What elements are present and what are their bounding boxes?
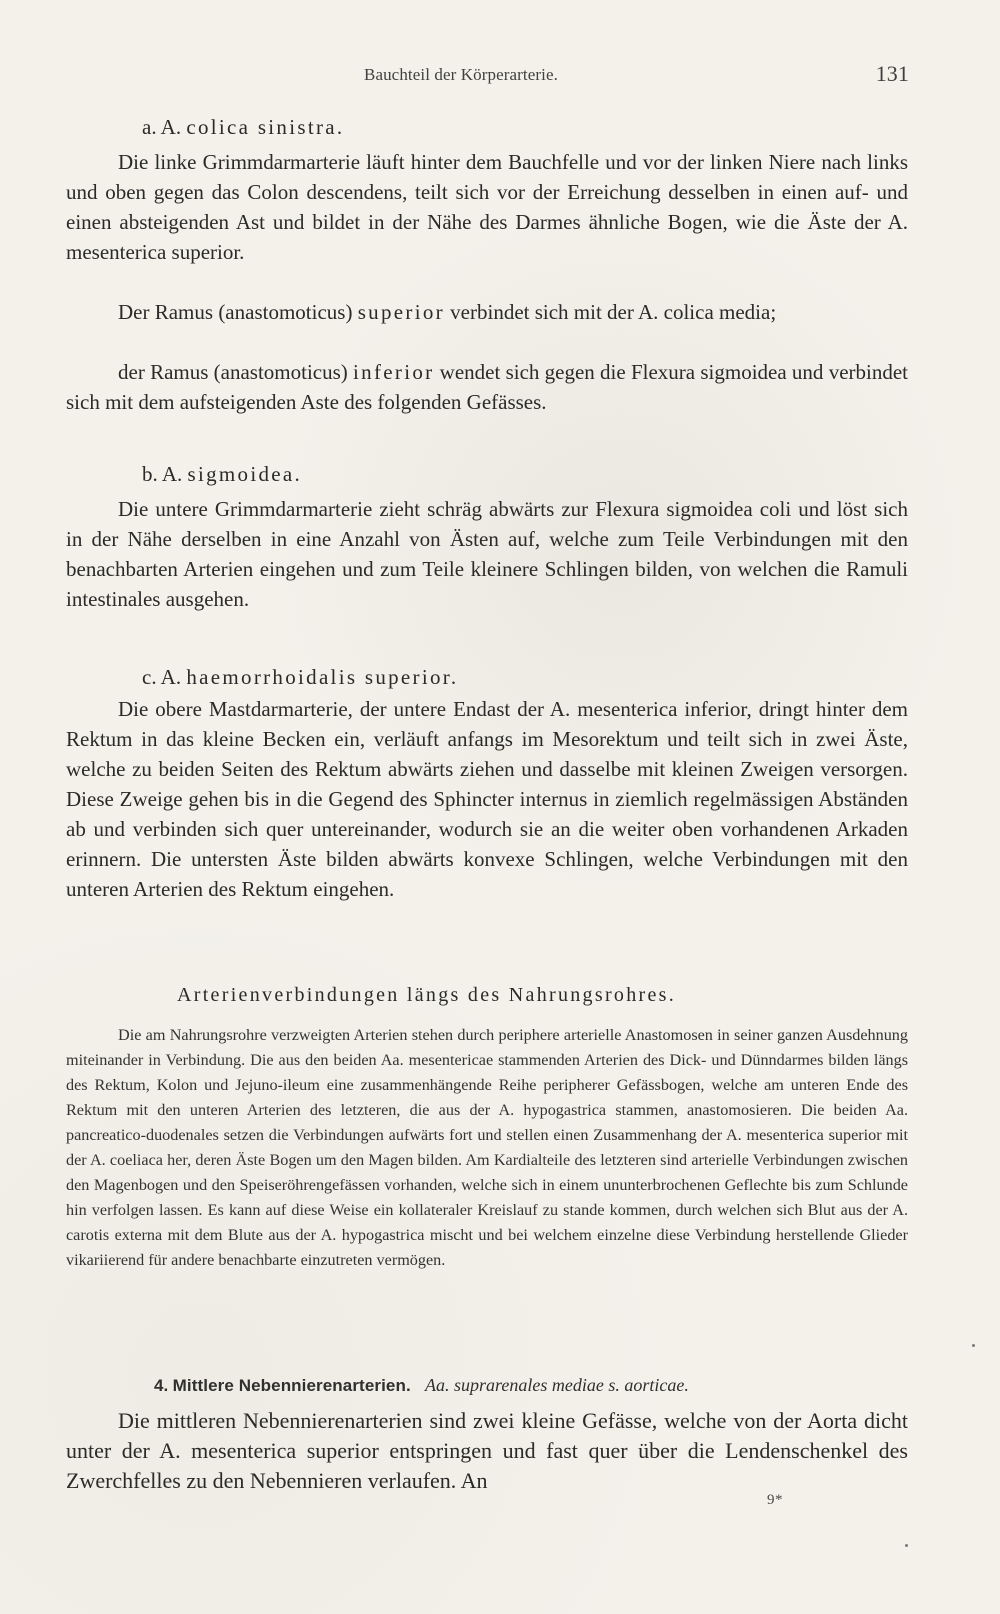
artery-abbrev-b: A. [161,462,183,486]
section-4-number: 4. [154,1376,169,1395]
page-header [364,61,909,91]
artery-name-c: haemorrhoidalis superior. [186,665,459,689]
signature-mark: 9* [767,1492,783,1508]
subsection-heading-b [142,460,302,488]
artery-name-b: sigmoidea. [187,462,303,486]
paragraph-a-3 [66,357,908,417]
artery-name-a: colica sinistra. [186,115,345,139]
running-head: Bauchteil der Körperarterie. [364,65,558,84]
paragraph-c: Die obere Mastdarmarterie, der untere Endast der A. mesenterica inferior, dringt hinter dem Rektum in das kleine Becken ein, verläuft anfangs im Mesorektum und teilt sich in zwei Äste, welche zu beiden Seiten des Rektum abwärts ziehen und dasselbe mit kleinen Zweigen versorgen. Diese Zweige gehen bis in die Gegend des Sphincter internus in ziemlich regelmässigen Abständen ab und verbinden sich quer untereinander, wodurch sie an die weiter oben vorhandenen Arkaden erinnern. Die untersten Äste bilden abwärts konvexe Schlingen, welche Verbindungen mit den unteren Arterien des Rektum eingehen. [66,697,908,901]
paragraph-a-2 [66,297,908,327]
arterial-connections-heading: Arterienverbindungen längs des Nahrungsrohres. [177,984,677,1006]
scan-speck-2 [905,1544,908,1547]
artery-abbrev-a: A. [160,115,182,139]
subsection-label-c: c. [142,665,157,689]
paragraph-a-2-prefix: Der Ramus (anastomoticus) [118,300,358,324]
paragraph-b: Die untere Grimmdarmarterie zieht schräg abwärts zur Flexura sigmoidea coli und löst sich in der Nähe derselben in eine Anzahl von Ästen auf, welche zum Teile Verbindungen mit den benachbarten Arterien eingehen und zum Teile kleinere Schlingen bilden, von welchen die Ramuli intestinales ausgehen. [66,497,908,611]
section-4-paragraph: Die mittleren Nebennierenarterien sind zwei kleine Gefässe, welche von der Aorta dicht unter der A. mesenterica superior entspringen und fast quer über die Lendenschenkel des Zwerchfelles zu den Nebennieren verlaufen. An [66,1408,908,1493]
subsection-heading-a [142,113,344,141]
paragraph-a-2-spaced: superior [357,300,445,324]
subsection-heading-c [142,663,458,691]
paragraph-a-2-suffix: verbindet sich mit der A. colica media; [444,300,777,324]
section-4-heading [154,1375,854,1401]
section-4-title: Mittlere Nebennierenarterien. [172,1376,411,1395]
paragraph-a-3-prefix: der Ramus (anastomoticus) [118,360,354,384]
arterial-connections-paragraph: Die am Nahrungsrohre verzweigten Arterien stehen durch periphere arterielle Anastomosen in seiner ganzen Ausdehnung miteinander in Verbindung. Die aus den beiden Aa. mesentericae stammenden Arterien des Dick- und Dünndarmes bilden längs des Rektum, Kolon und Jejuno-ileum eine zusammenhängende Reihe peripherer Gefässbogen, welche am unteren Ende des Rektum mit den unteren Arterien des letzteren, die aus der A. hypogastrica stammen, anastomosieren. Die beiden Aa. pancreatico-duodenales setzen die Verbindungen aufwärts fort und stellen einen Zusammenhang der A. mesenterica superior mit der A. coeliaca her, deren Äste Bogen um den Magen bilden. Am Kardialteile des letzteren sind arterielle Verbindungen zwischen den Magenbogen und den Speiseröhrengefässen vorhanden, welche sich in einem ununterbrochenen Geflechte bis zum Schlunde hin verfolgen lassen. Es kann auf diese Weise ein kollateraler Kreislauf zu stande kommen, durch welchen sich Blut aus der A. carotis externa mit dem Blute aus der A. hypogastrica mischt und bei welchem einzelne diese Verbindung herstellende Glieder vikariierend für andere benachbarte einzutreten vermögen. [66,1026,908,1269]
paragraph-a-3-spaced: inferior [353,360,435,384]
subsection-label-b: b. [142,462,158,486]
artery-abbrev-c: A. [160,665,182,689]
section-4-latin-name: Aa. suprarenales mediae s. aorticae. [425,1375,689,1395]
scan-speck-1 [972,1344,975,1347]
page-number: 131 [875,61,909,86]
subsection-label-a: a. [142,115,157,139]
paragraph-a-1: Die linke Grimmdarmarterie läuft hinter dem Bauchfelle und vor der linken Niere nach links und oben gegen das Colon descendens, teilt sich vor der Erreichung desselben in einen auf- und einen absteigenden Ast und bildet in der Nähe des Darmes ähnliche Bogen, wie die Äste der A. mesenterica superior. [66,150,908,264]
paragraph-a-3-suffix: wendet sich gegen die Flexura sigmoidea und verbindet sich mit dem aufsteigenden Aste des folgenden Gefässes. [66,360,908,414]
